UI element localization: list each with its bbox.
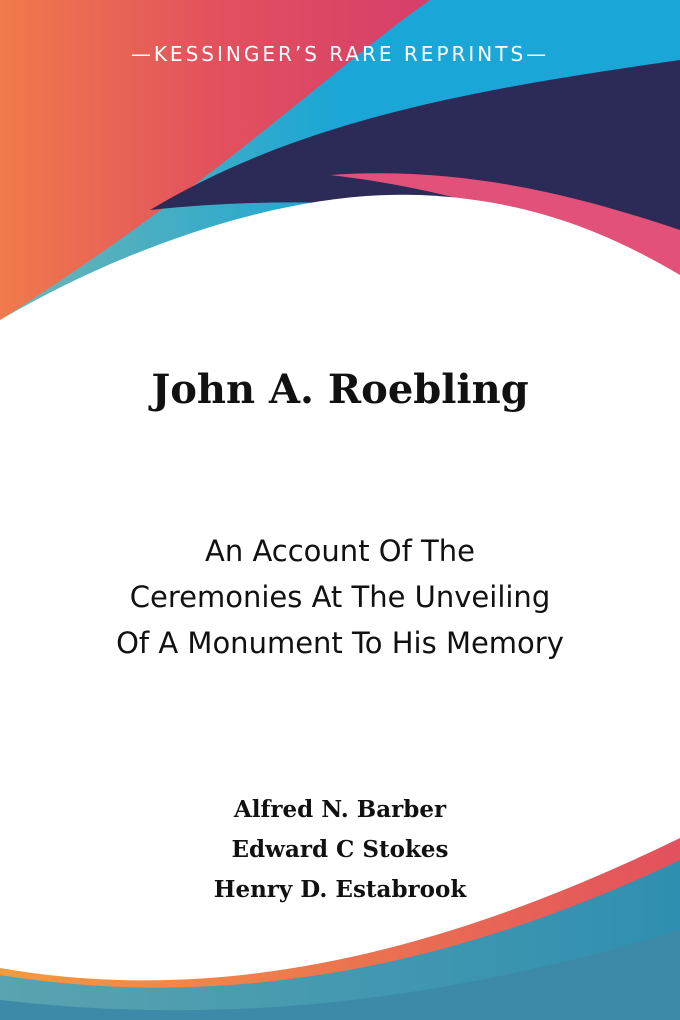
subtitle-line: An Account Of The	[205, 534, 475, 568]
publisher-name: —KESSINGER’S RARE REPRINTS—	[130, 42, 550, 66]
author-name: Alfred N. Barber	[233, 796, 447, 823]
subtitle-line: Ceremonies At The Unveiling	[129, 580, 551, 614]
book-title: John A. Roebling	[151, 366, 529, 413]
author-name: Henry D. Estabrook	[213, 876, 467, 903]
subtitle-line: Of A Monument To His Memory	[116, 626, 564, 660]
author-name: Edward C Stokes	[231, 836, 449, 863]
author-list	[0, 790, 680, 910]
book-subtitle	[0, 528, 680, 666]
